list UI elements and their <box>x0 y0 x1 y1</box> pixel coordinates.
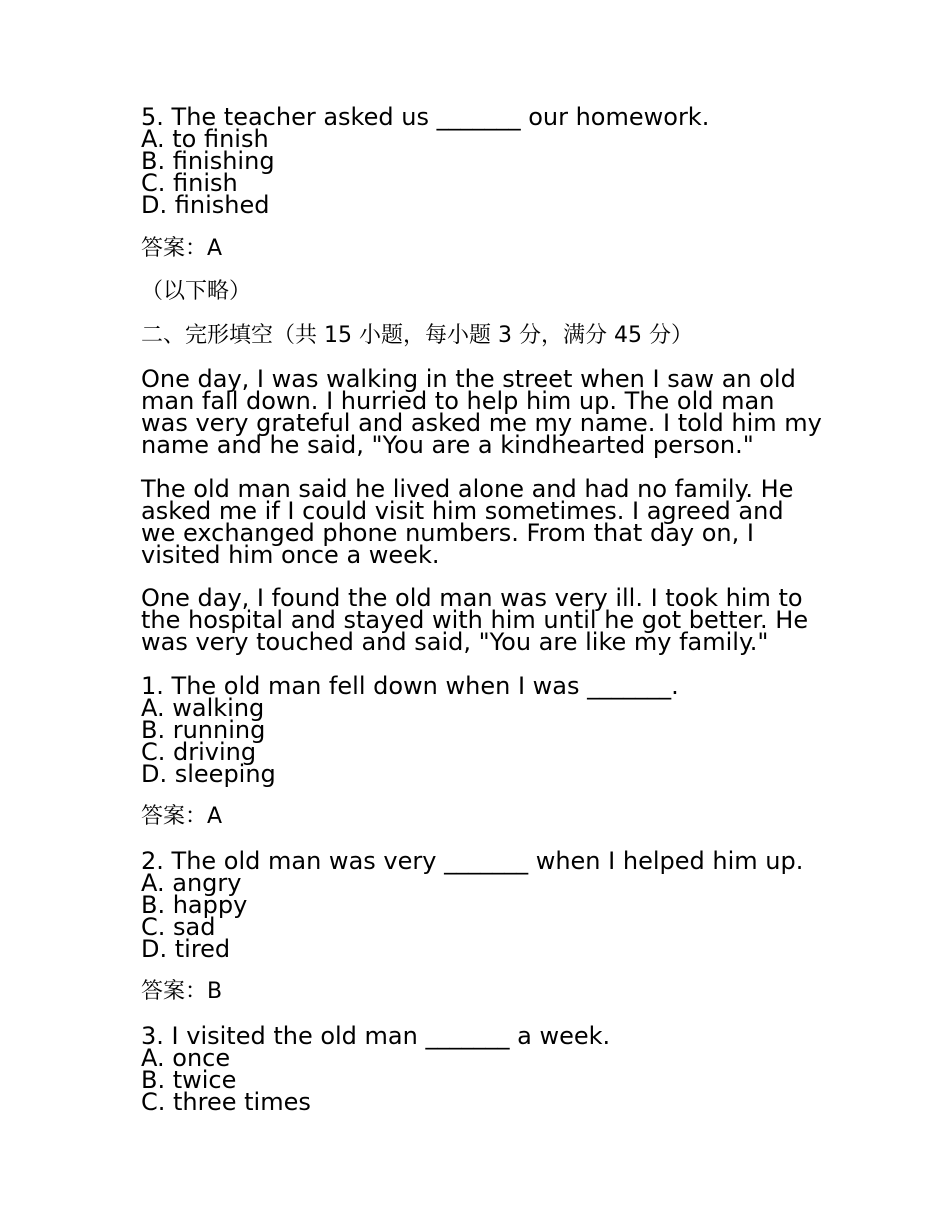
question-stem: 2. The old man was very _______ when I helped him up. <box>141 846 804 875</box>
passage-line: visited him once a week. <box>141 540 440 569</box>
option: A. walking <box>141 693 265 722</box>
question-stem: 1. The old man fell down when I was _______. <box>141 671 679 700</box>
passage-line: we exchanged phone numbers. From that day on, I <box>141 518 754 547</box>
answer: 答案：A <box>141 235 223 261</box>
option: B. running <box>141 715 266 744</box>
question-2 <box>141 846 821 963</box>
answer: 答案：A <box>141 804 223 829</box>
passage-line: was very touched and said, "You are like my family." <box>141 628 769 656</box>
question-stem: 5. The teacher asked us _______ our homework. <box>141 103 710 131</box>
passage-line: was very grateful and asked me my name. I told him my <box>141 409 822 437</box>
passage-line: The old man said he lived alone and had no family. He <box>141 474 794 503</box>
answer: 答案：B <box>141 979 223 1004</box>
passage-paragraph-2 <box>141 474 821 569</box>
passage-line: man fall down. I hurried to help him up. The old man <box>141 387 775 415</box>
option: B. happy <box>141 890 248 919</box>
passage-line: One day, I found the old man was very ill. I took him to <box>141 584 803 612</box>
option: B. finishing <box>141 147 275 175</box>
option: A. to finish <box>141 125 269 153</box>
option: C. sad <box>141 912 216 941</box>
section-title: 二、完形填空（共 15 小题，每小题 3 分，满分 45 分） <box>141 322 693 348</box>
document-page <box>141 103 822 1116</box>
passage-line: One day, I was walking in the street when I saw an old <box>141 365 796 393</box>
question-stem: 3. I visited the old man _______ a week. <box>141 1021 611 1050</box>
passage-paragraph-3 <box>141 584 821 656</box>
option: A. angry <box>141 868 242 897</box>
passage-paragraph-1 <box>141 365 822 459</box>
option: C. three times <box>141 1087 311 1116</box>
option: D. finished <box>141 191 270 219</box>
option: C. finish <box>141 169 238 197</box>
question-1 <box>141 671 821 788</box>
option: A. once <box>141 1043 231 1072</box>
option: C. driving <box>141 737 257 766</box>
passage-line: name and he said, "You are a kindhearted person." <box>141 431 754 459</box>
question-5 <box>141 103 821 219</box>
passage-line: the hospital and stayed with him until he got better. He <box>141 606 809 634</box>
option: B. twice <box>141 1065 237 1094</box>
option: D. sleeping <box>141 759 276 788</box>
passage-line: asked me if I could visit him sometimes. I agreed and <box>141 496 784 525</box>
omitted-note: （以下略） <box>141 279 252 304</box>
question-3 <box>141 1021 821 1116</box>
option: D. tired <box>141 934 231 963</box>
